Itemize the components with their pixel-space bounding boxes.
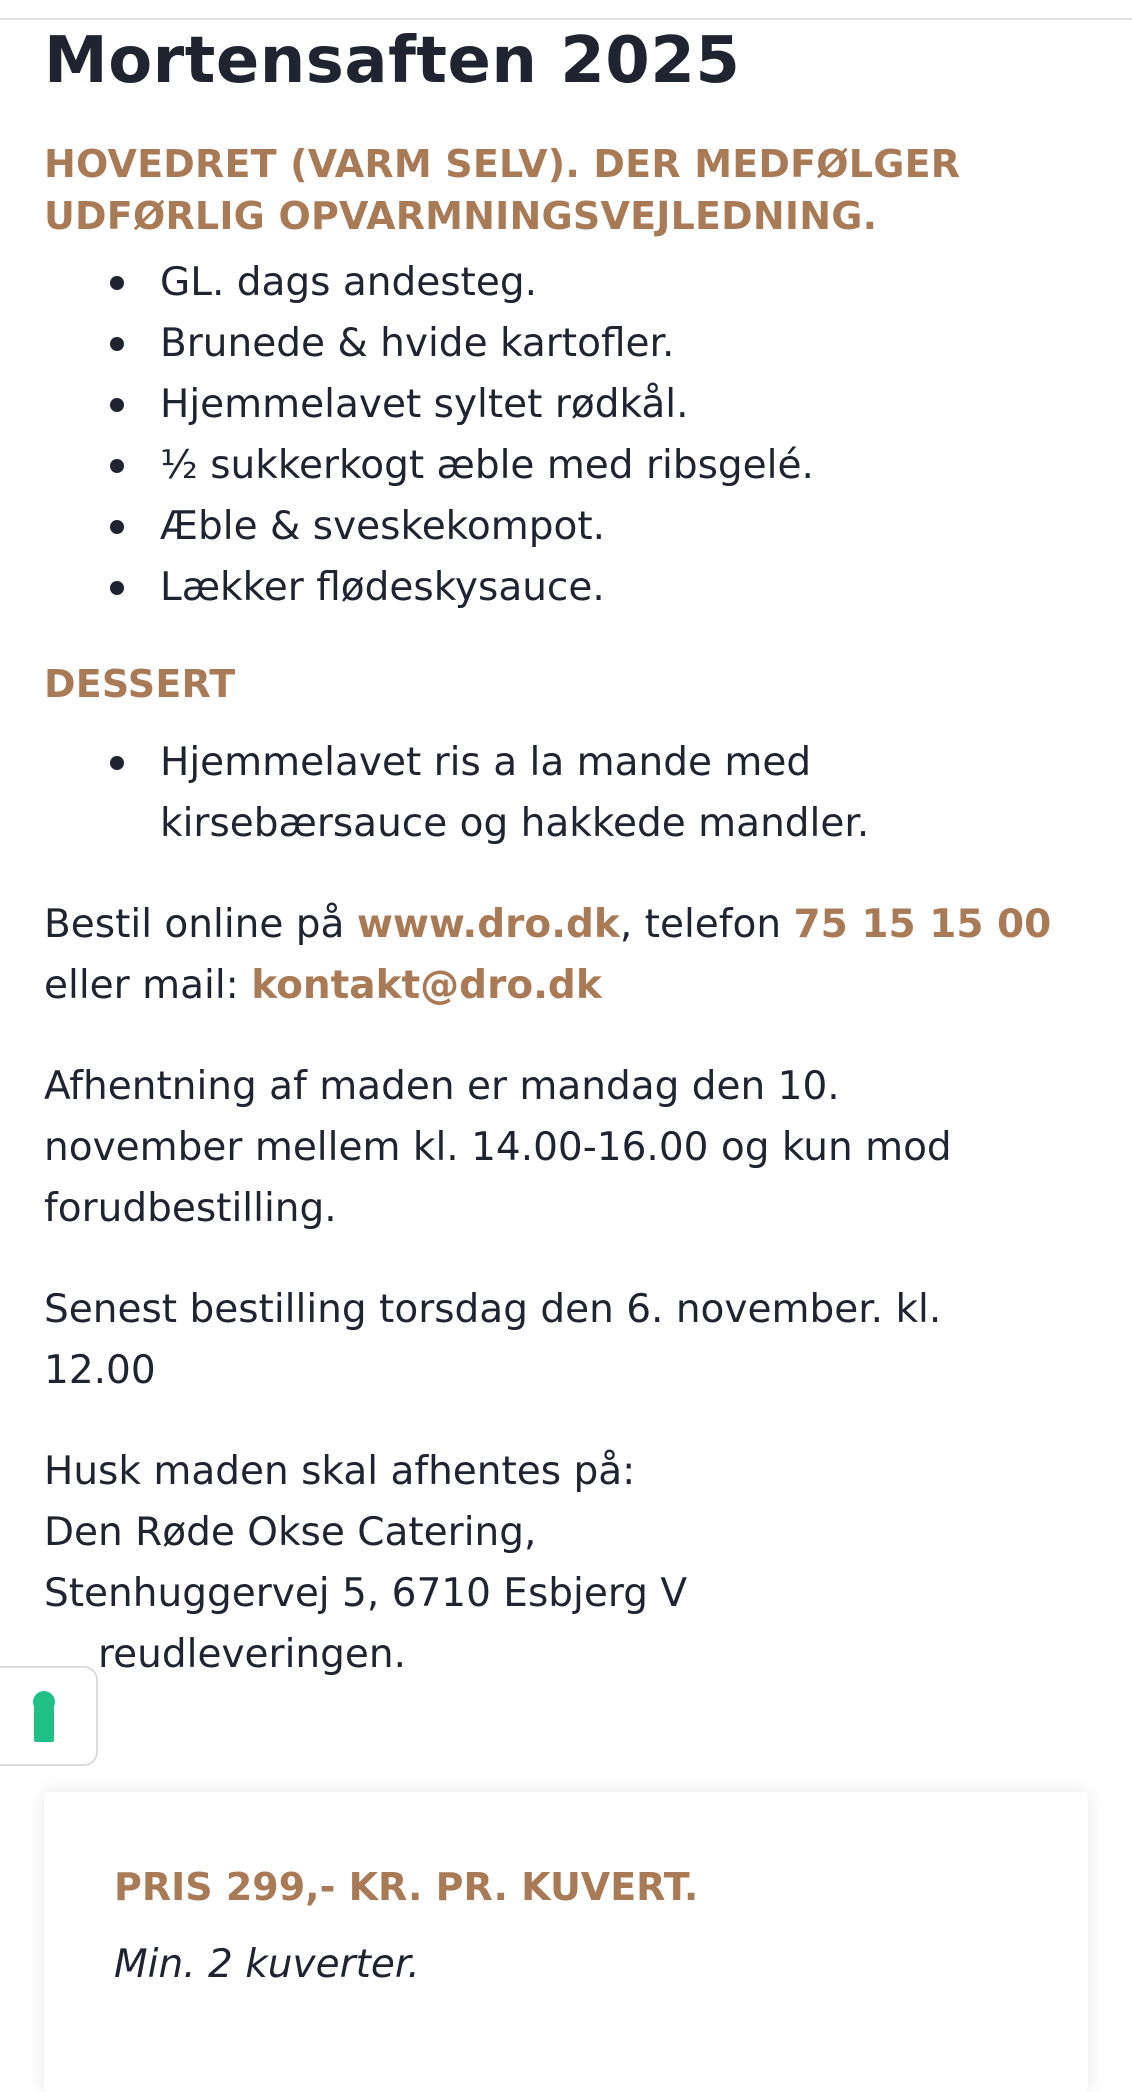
- list-item: [44, 557, 1088, 618]
- main-course-heading-line-1: HOVEDRET (VARM SELV). DER MEDFØLGER: [44, 142, 961, 186]
- address-info: [44, 1441, 1088, 1685]
- list-item: [44, 732, 1088, 854]
- bullet-icon: [110, 520, 124, 534]
- address-line-1: Husk maden skal afhentes på:: [44, 1449, 636, 1494]
- bullet-icon: [110, 581, 124, 595]
- list-item: [44, 252, 1088, 313]
- list-item-text-line-2: kirsebærsauce og hakkede mandler.: [160, 801, 870, 846]
- main-course-list: [44, 252, 1088, 618]
- bullet-icon: [110, 337, 124, 351]
- email-link[interactable]: kontakt@dro.dk: [251, 963, 602, 1008]
- list-item-text: Lækker flødeskysauce.: [160, 565, 605, 610]
- pickup-line-2: november mellem kl. 14.00-16.00 og kun mod: [44, 1125, 952, 1170]
- main-content: [44, 20, 1088, 1685]
- deadline-info: [44, 1279, 1088, 1401]
- pickup-line-1: Afhentning af maden er mandag den 10.: [44, 1064, 840, 1109]
- page-title: Mortensaften 2025: [44, 24, 741, 98]
- bullet-icon: [110, 276, 124, 290]
- address-line-2: Den Røde Okse Catering,: [44, 1510, 537, 1555]
- address-line-3: Stenhuggervej 5, 6710 Esbjerg V: [44, 1571, 688, 1616]
- list-item: [44, 496, 1088, 557]
- phone-link[interactable]: 75 15 15 00: [793, 902, 1052, 947]
- list-item: [44, 374, 1088, 435]
- price-card: [44, 1792, 1088, 2092]
- dessert-heading: DESSERT: [44, 662, 236, 706]
- cookie-consent-button[interactable]: [0, 1666, 98, 1766]
- bullet-icon: [110, 756, 124, 770]
- deadline-line-1: Senest bestilling torsdag den 6. november. kl.: [44, 1287, 942, 1332]
- list-item-text: Æble & sveskekompot.: [160, 504, 606, 549]
- list-item-text: Hjemmelavet syltet rødkål.: [160, 382, 689, 427]
- list-item: [44, 435, 1088, 496]
- list-item-text: Brunede & hvide kartofler.: [160, 321, 675, 366]
- price-note: Min. 2 kuverter.: [114, 1942, 420, 1987]
- main-course-heading: [44, 138, 1088, 242]
- order-info: [44, 894, 1088, 1016]
- price-title: PRIS 299,- KR. PR. KUVERT.: [114, 1865, 699, 1909]
- address-line-4: reudleveringen.: [98, 1632, 407, 1677]
- phone-prefix: , telefon: [619, 902, 794, 947]
- pickup-line-3: forudbestilling.: [44, 1186, 337, 1231]
- keyhole-icon: [30, 1690, 58, 1744]
- pickup-info: [44, 1056, 1088, 1239]
- order-info-line-2: [44, 955, 1088, 1016]
- deadline-line-2: 12.00: [44, 1348, 156, 1393]
- website-link[interactable]: www.dro.dk: [356, 902, 620, 947]
- order-info-line-1: [44, 894, 1088, 955]
- bullet-icon: [110, 459, 124, 473]
- mail-prefix: eller mail:: [44, 963, 252, 1008]
- list-item: [44, 313, 1088, 374]
- main-course-heading-line-2: UDFØRLIG OPVARMNINGSVEJLEDNING.: [44, 194, 878, 238]
- list-item-text: GL. dags andesteg.: [160, 260, 537, 305]
- bullet-icon: [110, 398, 124, 412]
- list-item-text: ½ sukkerkogt æble med ribsgelé.: [160, 443, 814, 488]
- list-item-text-line-1: Hjemmelavet ris a la mande med: [160, 740, 812, 785]
- order-prefix: Bestil online på: [44, 902, 357, 947]
- dessert-list: [44, 732, 1088, 854]
